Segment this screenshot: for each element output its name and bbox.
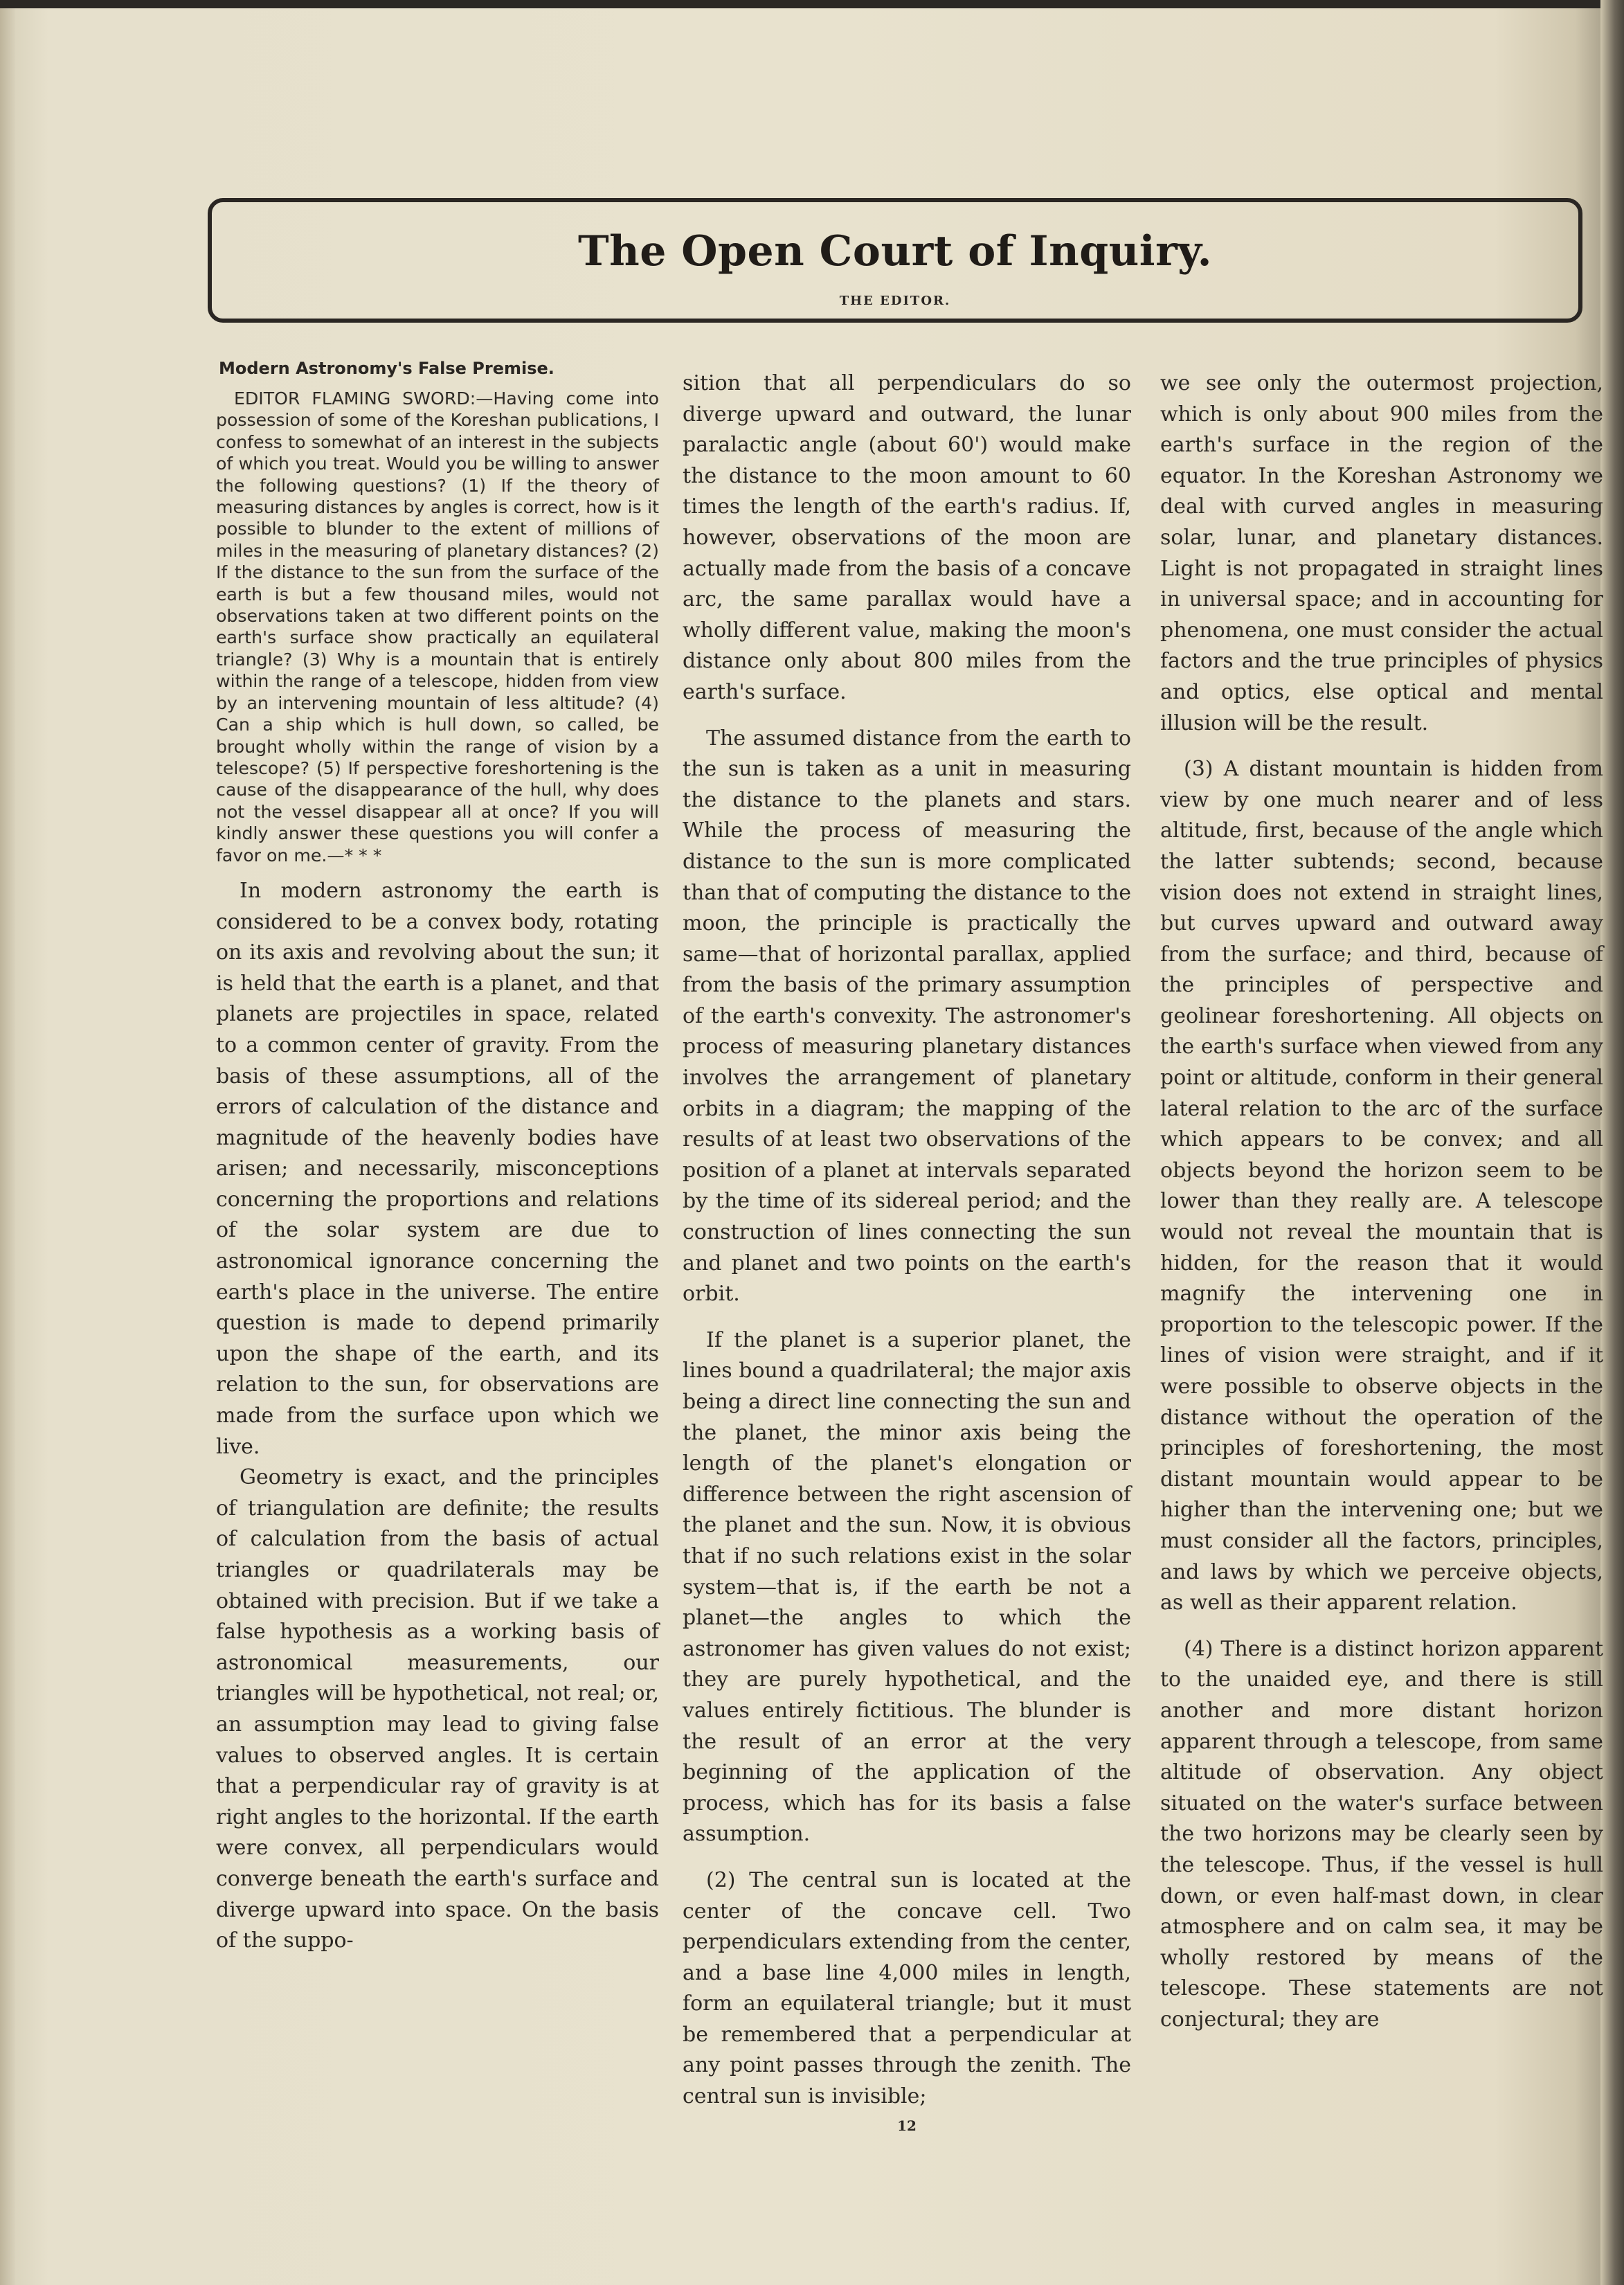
column-2	[683, 368, 1131, 2113]
column-3	[1160, 368, 1603, 2035]
letter-heading: Modern Astronomy's False Premise.	[219, 359, 554, 378]
page-left-edge	[0, 0, 15, 2285]
column-1	[216, 359, 659, 1957]
paragraph: sition that all perpendiculars do so diverge upward and outward, the lunar paralactic angle (about 60') would make the distance to the moon amount to 60 times the length of the earth's radius. If, however, observations of the moon are actually made from the basis of a concave arc, the same parallax would have a wholly different value, making the moon's distance only about 800 miles from the earth's surface.	[683, 371, 1131, 704]
paragraph: we see only the outermost projection, which is only about 900 miles from the earth's surface in the region of the equator. In the Koreshan Astronomy we deal with curved angles in measuring solar, lunar, and planetary distances. Light is not propagated in straight lines in universal space; and in accounting for phenomena, one must consider the actual factors and the true principles of physics and optics, else optical and mental illusion will be the result.	[1160, 371, 1603, 735]
paragraph: (2) The central sun is located at the center of the concave cell. Two perpendiculars extending from the center, and a base line 4,000 miles in length, form an equilateral triangle; but it must be remembered that a perpendicular at any point passes through the zenith. The central sun is invisible;	[683, 1867, 1131, 2109]
page-number: 12	[897, 2117, 917, 2134]
column-1-body	[216, 876, 659, 1957]
paragraph: In modern astronomy the earth is considered to be a convex body, rotating on its axis and revolving about the sun; it is held that the earth is a planet, and that planets are projectiles in space, related to a common center of gravity. From the basis of these assumptions, all of the errors of calculation of the distance and magnitude of the heavenly bodies have arisen; and necessarily, misconceptions concerning the proportions and relations of the solar system are due to astronomical ignorance concerning the earth's place in the universe. The entire question is made to depend primarily upon the shape of the earth, and its relation to the sun, for observations are made from the surface upon which we live.	[216, 878, 659, 1459]
paragraph: (4) There is a distinct horizon apparent to the unaided eye, and there is still another and more distant horizon apparent through a telescope, from same altitude of observation. Any object situated on the water's surface between the two horizons may be clearly seen by the telescope. Thus, if the vessel is hull down, or even half-mast down, in clear atmosphere and on calm sea, it may be wholly restored by means of the telescope. These statements are not conjectural; they are	[1160, 1636, 1603, 2032]
editor-byline: THE EDITOR.	[839, 294, 951, 308]
page-right-edge	[1600, 0, 1624, 2285]
paragraph: The assumed distance from the earth to the sun is taken as a unit in measuring the distance to the planets and stars. While the process of measuring the distance to the sun is more complicated than that of computing the distance to the moon, the principle is practically the same—that of horizontal parallax, applied from the basis of the primary assumption of the earth's convexity. The astronomer's process of measuring planetary distances involves the arrangement of planetary orbits in a diagram; the mapping of the results of at least two observations of the position of a planet at intervals separated by the time of its sidereal period; and the construction of lines connecting the sun and planet and two points on the earth's orbit.	[683, 726, 1131, 1307]
letter-text: EDITOR FLAMING SWORD:—Having come into possession of some of the Koreshan publications, I confess to somewhat of an interest in the subjects of which you treat. Would you be willing to answer the following questions? (1) If the theory of measuring distances by angles is correct, how is it possible to blunder to the extent of millions of miles in the measuring of planetary distances? (2) If the distance to the sun from the surface of the earth is but a few thousand miles, would not observations taken at two different points on the earth's surface show practically an equilateral triangle? (3) Why is a mountain that is entirely within the range of a telescope, hidden from view by an intervening mountain of less altitude? (4) Can a ship which is hull down, so called, be brought wholly within the range of vision by a telescope? (5) If perspective foreshortening is the cause of the disappearance of the hull, why does not the vessel disappear all at once? If you will kindly answer these questions you will confer a favor on me.—* * *	[216, 388, 659, 866]
paragraph: Geometry is exact, and the principles of triangulation are definite; the results of calculation from the basis of actual triangles or quadrilaterals may be obtained with precision. But if we take a false hypothesis as a working basis of astronomical measurements, our triangles will be hypothetical, not real; or, an assumption may lead to giving false values to observed angles. It is certain that a perpendicular ray of gravity is at right angles to the horizontal. If the earth were convex, all perpendiculars would converge beneath the earth's surface and diverge upward into space. On the basis of the suppo-	[216, 1465, 659, 1953]
page-top-edge	[0, 0, 1624, 8]
paragraph: If the planet is a superior planet, the lines bound a quadrilateral; the major axis being a direct line connecting the sun and the planet, the minor axis being the length of the planet's elongation or difference between the right ascension of the planet and the sun. Now, it is obvious that if no such relations exist in the solar system—that is, if the earth be not a planet—the angles to which the astronomer has given values do not exist; they are purely hypothetical, and the values entirely fictitious. The blunder is the result of an error at the very beginning of the application of the process, which has for its basis a false assumption.	[683, 1327, 1131, 1847]
paragraph: (3) A distant mountain is hidden from view by one much nearer and of less altitude, first, because of the angle which the latter subtends; second, because vision does not extend in straight lines, but curves upward and outward away from the surface; and third, because of the principles of perspective and geolinear foreshortening. All objects on the earth's surface when viewed from any point or altitude, conform in their general lateral relation to the arc of the surface which appears to be convex; and all objects beyond the horizon seem to be lower than they really are. A telescope would not reveal the mountain that is hidden, for the reason that it would magnify the intervening one in proportion to the telescopic power. If the lines of vision were straight, and if it were possible to observe objects in the distance without the operation of the principles of foreshortening, the most distant mountain would appear to be higher than the intervening one; but we must consider all the factors, principles, and laws by which we perceive objects, as well as their apparent relation.	[1160, 757, 1603, 1615]
page-title: The Open Court of Inquiry.	[577, 227, 1213, 276]
